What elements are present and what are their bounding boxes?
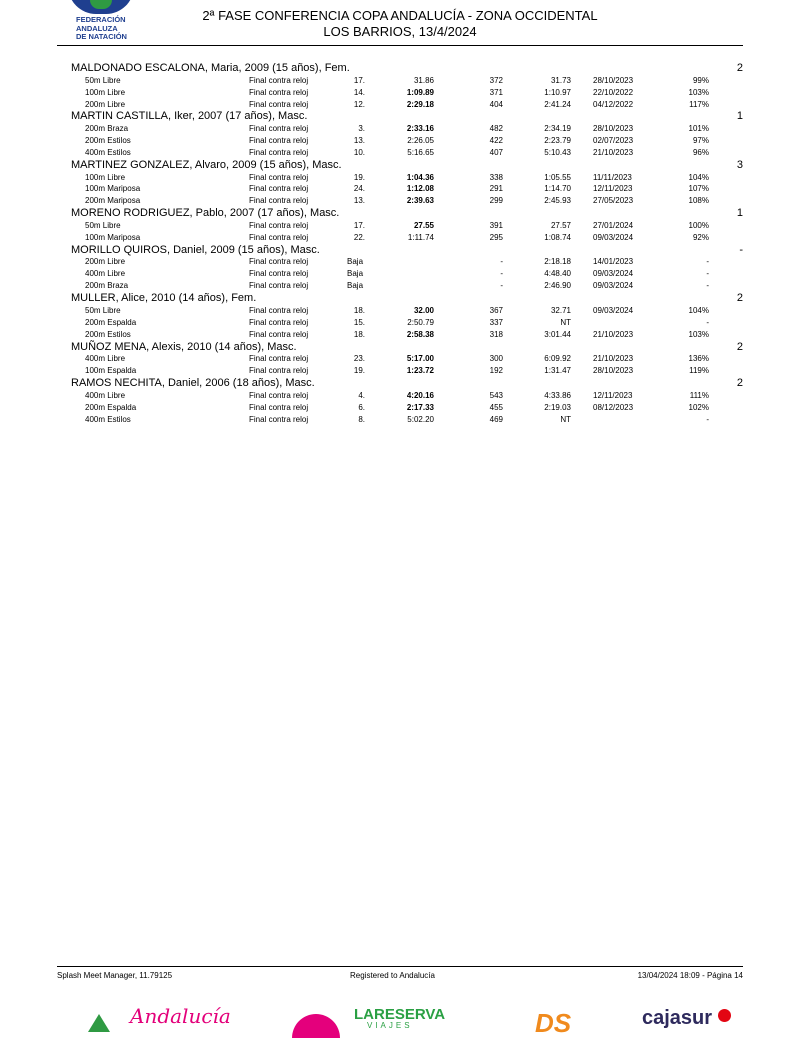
points: 300 — [489, 354, 503, 364]
round-name: Final contra reloj — [249, 147, 309, 157]
entry-date: 28/10/2023 — [593, 124, 634, 134]
entry-time: 27.57 — [550, 220, 571, 230]
event-name: 50m Libre — [85, 75, 121, 85]
improvement-percent: 96% — [692, 147, 709, 157]
swimmer-name: MALDONADO ESCALONA, Maria, 2009 (15 años), Fem. — [71, 62, 350, 74]
entry-time: 1:31.47 — [544, 366, 571, 376]
event-name: 200m Espalda — [85, 402, 137, 412]
entry-date: 28/10/2023 — [593, 366, 634, 376]
entry-time: 1:10.97 — [544, 87, 571, 97]
event-name: 50m Libre — [85, 305, 121, 315]
entry-time: 1:08.74 — [544, 232, 571, 242]
final-position: 8. — [358, 414, 365, 424]
event-name: 200m Libre — [85, 99, 126, 109]
result-row — [0, 220, 800, 231]
entry-date: 21/10/2023 — [593, 147, 634, 157]
result-time: 2:17.33 — [406, 402, 434, 412]
round-name: Final contra reloj — [249, 172, 309, 182]
entry-time: 2:19.03 — [544, 402, 571, 412]
round-name: Final contra reloj — [249, 124, 309, 134]
event-name: 100m Mariposa — [85, 232, 141, 242]
final-position: 10. — [353, 147, 365, 157]
withdrawn-status: Baja — [347, 257, 364, 267]
round-name: Final contra reloj — [249, 414, 309, 424]
entry-date: 27/05/2023 — [593, 196, 634, 206]
result-time: 1:12.08 — [406, 184, 434, 194]
entry-date: 21/10/2023 — [593, 354, 634, 364]
points: 543 — [489, 390, 503, 400]
swimmer-name: MUÑOZ MENA, Alexis, 2010 (14 años), Masc. — [71, 340, 297, 353]
entry-date: 22/10/2022 — [593, 87, 634, 97]
improvement-percent: 107% — [688, 184, 709, 194]
points: - — [500, 281, 503, 291]
improvement-percent: - — [706, 257, 709, 267]
entry-date: 09/03/2024 — [593, 305, 634, 315]
andalucia-logo-text: Andalucía — [130, 1004, 231, 1028]
round-name: Final contra reloj — [249, 196, 309, 206]
improvement-percent: 119% — [689, 366, 709, 376]
result-row — [0, 317, 800, 328]
withdrawn-status: Baja — [347, 281, 364, 291]
entry-date: 27/01/2024 — [593, 220, 634, 230]
entry-time: 32.71 — [550, 305, 571, 315]
points: 338 — [489, 172, 503, 182]
cajasur-logo — [642, 1007, 731, 1030]
entry-time: 6:09.92 — [544, 354, 571, 364]
entry-date: 12/11/2023 — [593, 184, 633, 194]
improvement-percent: 103% — [688, 329, 709, 339]
final-position: 17. — [353, 220, 365, 230]
result-row — [0, 232, 800, 243]
points: 482 — [489, 124, 503, 134]
result-row — [0, 147, 800, 158]
result-row — [0, 268, 800, 279]
improvement-percent: 117% — [689, 99, 709, 109]
final-position: 12. — [353, 99, 365, 109]
entry-time: 2:34.19 — [544, 124, 571, 134]
logo-line-1: FEDERACIÓN — [76, 15, 126, 24]
improvement-percent: - — [706, 281, 709, 291]
round-name: Final contra reloj — [249, 257, 309, 267]
points: 372 — [489, 75, 503, 85]
result-row — [0, 329, 800, 340]
final-position: 18. — [353, 305, 365, 315]
round-name: Final contra reloj — [249, 75, 309, 85]
result-time: 2:29.18 — [406, 99, 434, 109]
entry-time: 2:45.93 — [544, 196, 571, 206]
footer-divider — [57, 966, 743, 967]
round-name: Final contra reloj — [249, 281, 309, 291]
footer-timestamp-page: 13/04/2024 18:09 - Página 14 — [637, 971, 743, 980]
points: 455 — [489, 402, 503, 412]
result-row — [0, 75, 800, 86]
header-divider — [57, 45, 743, 46]
points: 391 — [489, 220, 503, 230]
entry-time: 4:48.40 — [544, 269, 571, 279]
swimmer-place: 2 — [736, 292, 743, 305]
swimmer-place: 2 — [736, 340, 743, 353]
improvement-percent: 103% — [688, 87, 709, 97]
swimmer-place: 3 — [736, 158, 743, 171]
ds-logo: DS — [535, 1008, 572, 1038]
result-time: 2:50.79 — [407, 317, 434, 327]
result-time: 1:09.89 — [406, 87, 434, 97]
improvement-percent: 101% — [688, 124, 709, 134]
logo-line-2: ANDALUZA — [76, 23, 118, 33]
final-position: 19. — [353, 172, 365, 182]
result-time: 2:39.63 — [406, 196, 434, 206]
improvement-percent: - — [706, 414, 709, 424]
swimmer-name: MARTINEZ GONZALEZ, Alvaro, 2009 (15 años), Masc. — [71, 158, 342, 171]
result-time: 2:58.38 — [406, 329, 434, 339]
final-position: 15. — [353, 317, 365, 327]
entry-time: 2:23.79 — [544, 136, 571, 145]
round-name: Final contra reloj — [249, 317, 309, 327]
event-name: 400m Libre — [85, 390, 126, 400]
result-row — [0, 99, 800, 110]
lareserva-logo-icon — [292, 1014, 340, 1038]
final-position: 19. — [353, 366, 365, 376]
event-name: 200m Estilos — [85, 329, 131, 339]
swimmer-name: MORENO RODRIGUEZ, Pablo, 2007 (17 años), Masc. — [71, 207, 340, 220]
event-name: 200m Mariposa — [85, 196, 141, 206]
round-name: Final contra reloj — [249, 329, 309, 339]
points: 367 — [489, 305, 503, 315]
round-name: Final contra reloj — [249, 99, 309, 109]
result-row — [0, 280, 800, 291]
entry-time: 1:05.55 — [544, 172, 571, 182]
entry-date: 21/10/2023 — [593, 329, 634, 339]
result-time: 2:33.16 — [406, 124, 434, 134]
event-name: 200m Libre — [85, 257, 126, 267]
entry-time: 2:18.18 — [544, 257, 571, 267]
points: 422 — [489, 136, 503, 145]
entry-date: 02/07/2023 — [593, 136, 634, 145]
round-name: Final contra reloj — [249, 390, 309, 400]
round-name: Final contra reloj — [249, 269, 309, 279]
entry-time: NT — [560, 317, 571, 327]
event-name: 400m Estilos — [85, 414, 131, 424]
points: 469 — [489, 414, 503, 424]
entry-time: 4:33.86 — [544, 390, 571, 400]
improvement-percent: 99% — [692, 75, 709, 85]
result-row — [0, 365, 800, 376]
result-row — [0, 183, 800, 194]
andalucia-logo-icon — [88, 1014, 110, 1032]
lareserva-logo-text: LARESERVA — [354, 1006, 446, 1023]
improvement-percent: 92% — [692, 232, 709, 242]
points: 299 — [489, 196, 503, 206]
final-position: 18. — [353, 329, 365, 339]
result-row — [0, 390, 800, 401]
result-row — [0, 123, 800, 134]
result-time: 4:20.16 — [406, 390, 434, 400]
final-position: 13. — [353, 196, 365, 206]
improvement-percent: 111% — [689, 390, 709, 400]
points: - — [500, 257, 503, 267]
logo-line-3: DE NATACIÓN — [76, 32, 127, 41]
result-time: 31.86 — [413, 75, 434, 85]
page-title: 2ª FASE CONFERENCIA COPA ANDALUCÍA - ZONA OCCIDENTAL — [202, 8, 598, 23]
entry-date: 14/01/2023 — [593, 257, 634, 267]
withdrawn-status: Baja — [347, 269, 364, 279]
result-row — [0, 402, 800, 413]
final-position: 6. — [358, 402, 365, 412]
entry-time: 1:14.70 — [544, 184, 571, 194]
event-name: 200m Estilos — [85, 136, 131, 145]
round-name: Final contra reloj — [249, 305, 309, 315]
entry-date: 11/11/2023 — [593, 172, 632, 182]
swimmer-place: 1 — [736, 207, 743, 220]
entry-time: 2:46.90 — [544, 281, 571, 291]
result-row — [0, 87, 800, 98]
entry-time: 3:01.44 — [544, 329, 571, 339]
improvement-percent: - — [706, 317, 709, 327]
improvement-percent: 97% — [692, 136, 709, 145]
result-row — [0, 353, 800, 364]
round-name: Final contra reloj — [249, 366, 309, 376]
entry-date: 12/11/2023 — [593, 390, 633, 400]
points: 404 — [489, 99, 503, 109]
footer-registration: Registered to Andalucía — [350, 971, 435, 980]
final-position: 3. — [358, 124, 365, 134]
entry-time: NT — [560, 414, 571, 424]
swimmer-place: 2 — [736, 62, 743, 74]
result-row — [0, 305, 800, 316]
event-name: 50m Libre — [85, 220, 121, 230]
result-row — [0, 172, 800, 183]
final-position: 22. — [353, 232, 365, 242]
round-name: Final contra reloj — [249, 232, 309, 242]
result-time: 5:16.65 — [407, 147, 434, 157]
points: 192 — [489, 366, 503, 376]
improvement-percent: 108% — [688, 196, 709, 206]
swimmer-name: MORILLO QUIROS, Daniel, 2009 (15 años), Masc. — [71, 243, 320, 256]
result-row — [0, 256, 800, 267]
final-position: 4. — [358, 390, 365, 400]
cajasur-dot-icon — [718, 1009, 731, 1022]
points: 337 — [489, 317, 503, 327]
entry-time: 2:41.24 — [544, 99, 571, 109]
round-name: Final contra reloj — [249, 136, 309, 145]
swimmer-place: 1 — [736, 110, 743, 123]
final-position: 23. — [353, 354, 365, 364]
points: 318 — [489, 329, 503, 339]
points: 371 — [489, 87, 503, 97]
result-row — [0, 414, 800, 425]
improvement-percent: 136% — [688, 354, 709, 364]
event-name: 100m Libre — [85, 87, 126, 97]
result-time: 1:23.72 — [406, 366, 434, 376]
event-name: 400m Estilos — [85, 147, 131, 157]
event-name: 100m Libre — [85, 172, 126, 182]
event-name: 400m Libre — [85, 354, 126, 364]
round-name: Final contra reloj — [249, 402, 309, 412]
improvement-percent: - — [706, 269, 709, 279]
final-position: 13. — [353, 136, 365, 145]
entry-date: 08/12/2023 — [593, 402, 634, 412]
cajasur-logo-text: cajasur — [642, 1007, 713, 1029]
sponsor-strip — [0, 1000, 800, 1038]
final-position: 24. — [353, 184, 365, 194]
result-row — [0, 195, 800, 206]
final-position: 17. — [353, 75, 365, 85]
result-time: 32.00 — [413, 305, 434, 315]
points: 407 — [489, 147, 503, 157]
swimmer-place: 2 — [736, 377, 743, 389]
swimmer-place: - — [739, 243, 743, 256]
entry-date: 04/12/2022 — [593, 99, 634, 109]
improvement-percent: 104% — [688, 305, 709, 315]
swimmer-name: RAMOS NECHITA, Daniel, 2006 (18 años), Masc. — [71, 377, 315, 389]
result-time: 1:11.74 — [407, 232, 434, 242]
entry-date: 09/03/2024 — [593, 232, 634, 242]
footer-software: Splash Meet Manager, 11.79125 — [57, 971, 173, 980]
lareserva-logo-subtext: VIAJES — [367, 1021, 413, 1030]
improvement-percent: 102% — [688, 402, 709, 412]
event-name: 200m Braza — [85, 124, 129, 134]
result-row — [0, 135, 800, 146]
points: 295 — [489, 232, 503, 242]
swimmer-name: MARTIN CASTILLA, Iker, 2007 (17 años), Masc. — [71, 110, 308, 123]
entry-time: 31.73 — [550, 75, 571, 85]
result-time: 5:17.00 — [406, 354, 434, 364]
page-subtitle: LOS BARRIOS, 13/4/2024 — [323, 24, 477, 39]
final-position: 14. — [353, 87, 365, 97]
event-name: 100m Mariposa — [85, 184, 141, 194]
swimmer-name: MULLER, Alice, 2010 (14 años), Fem. — [71, 292, 257, 305]
event-name: 200m Braza — [85, 281, 129, 291]
points: - — [500, 269, 503, 279]
event-name: 100m Espalda — [85, 366, 137, 376]
result-time: 5:02.20 — [407, 414, 434, 424]
event-name: 400m Libre — [85, 269, 126, 279]
result-time: 27.55 — [413, 220, 434, 230]
entry-date: 09/03/2024 — [593, 281, 634, 291]
improvement-percent: 104% — [688, 172, 709, 182]
round-name: Final contra reloj — [249, 354, 309, 364]
entry-time: 5:10.43 — [544, 147, 571, 157]
round-name: Final contra reloj — [249, 87, 309, 97]
event-name: 200m Espalda — [85, 317, 137, 327]
improvement-percent: 100% — [688, 220, 709, 230]
result-time: 1:04.36 — [406, 172, 434, 182]
round-name: Final contra reloj — [249, 184, 309, 194]
round-name: Final contra reloj — [249, 220, 309, 230]
result-time: 2:26.05 — [407, 136, 434, 145]
points: 291 — [489, 184, 503, 194]
entry-date: 09/03/2024 — [593, 269, 634, 279]
entry-date: 28/10/2023 — [593, 75, 634, 85]
